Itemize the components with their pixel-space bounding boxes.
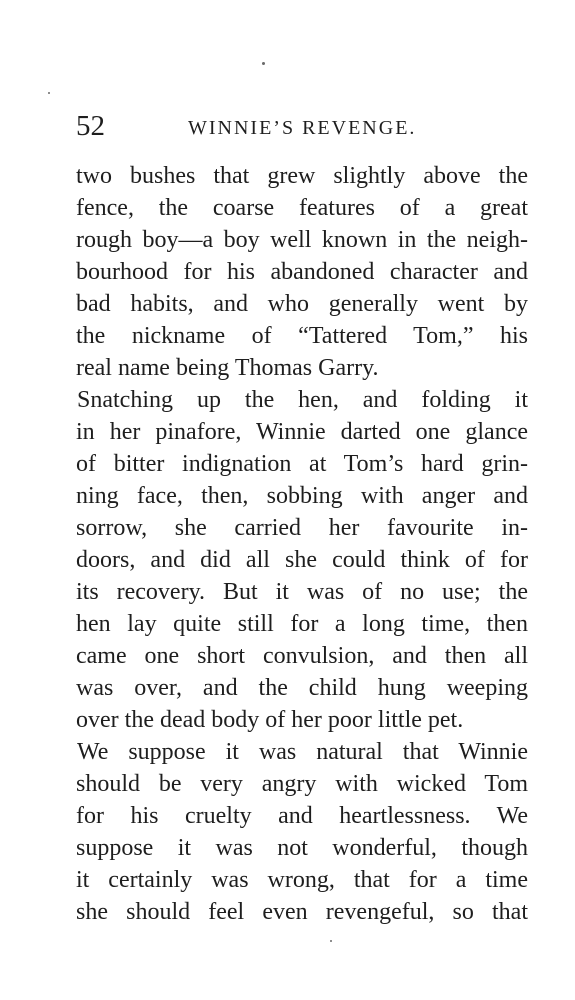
text-line: two bushes that grew slightly above the <box>76 163 528 189</box>
text-line: Snatching up the hen, and folding it <box>77 387 528 413</box>
text-line: bad habits, and who generally went by <box>76 291 528 317</box>
text-line: the nickname of “Tattered Tom,” his <box>76 323 528 349</box>
body-text <box>76 160 528 928</box>
text-line: doors, and did all she could think of for <box>76 547 528 573</box>
text-line: in her pinafore, Winnie darted one glance <box>76 419 528 445</box>
print-speck <box>262 62 265 65</box>
text-line: bourhood for his abandoned character and <box>76 259 528 285</box>
text-line: suppose it was not wonderful, though <box>76 835 528 861</box>
text-line: ning face, then, sobbing with anger and <box>76 483 528 509</box>
text-line: of bitter indignation at Tom’s hard grin- <box>76 451 528 477</box>
text-line: was over, and the child hung weeping <box>76 675 528 701</box>
text-line: over the dead body of her poor little pet. <box>76 707 464 733</box>
text-line: should be very angry with wicked Tom <box>76 771 528 797</box>
text-line: for his cruelty and heartlessness. We <box>76 803 528 829</box>
page-header <box>76 108 528 148</box>
running-head: WINNIE’S REVENGE. <box>188 117 417 139</box>
text-line: she should feel even revengeful, so that <box>76 899 528 925</box>
text-line: its recovery. But it was of no use; the <box>76 579 528 605</box>
text-line: rough boy—a boy well known in the neigh- <box>76 227 528 253</box>
text-line: sorrow, she carried her favourite in- <box>76 515 528 541</box>
page-number: 52 <box>76 110 105 142</box>
print-speck <box>330 940 332 942</box>
text-line: it certainly was wrong, that for a time <box>76 867 528 893</box>
text-line: hen lay quite still for a long time, then <box>76 611 528 637</box>
text-line: real name being Thomas Garry. <box>76 355 379 381</box>
text-line: We suppose it was natural that Winnie <box>77 739 528 765</box>
print-speck <box>48 92 50 94</box>
text-line: fence, the coarse features of a great <box>76 195 528 221</box>
text-line: came one short convulsion, and then all <box>76 643 528 669</box>
